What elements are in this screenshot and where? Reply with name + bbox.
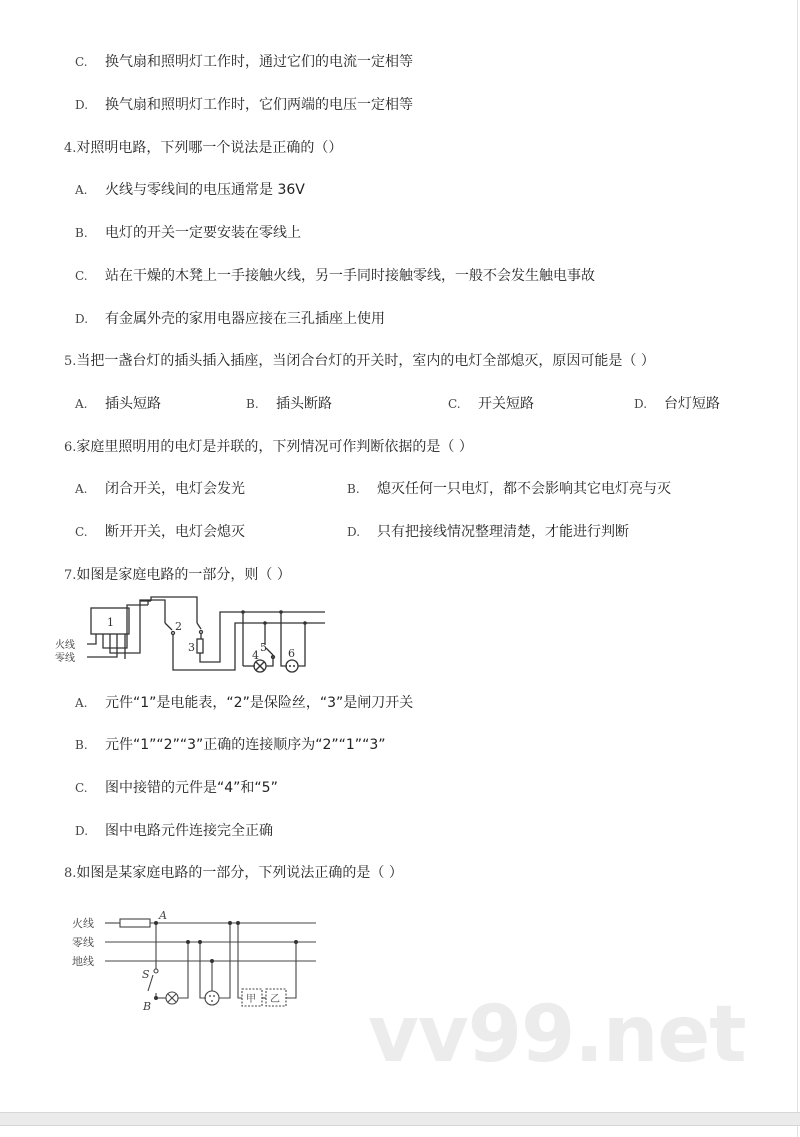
page-divider — [0, 1112, 800, 1126]
q4-option-c — [75, 267, 595, 285]
option-letter: B. — [347, 482, 360, 496]
q5-option-a — [75, 395, 161, 413]
question-number: 6. — [64, 440, 77, 455]
question-number: 8. — [64, 866, 77, 881]
question-text: 家庭里照明用的电灯是并联的，下列情况可作判断依据的是（ ） — [76, 439, 473, 455]
option-text: 图中电路元件连接完全正确 — [105, 823, 273, 839]
q4-stem — [64, 139, 342, 158]
option-text: 换气扇和照明灯工作时，它们两端的电压一定相等 — [105, 97, 413, 113]
label-5: 5 — [260, 641, 267, 654]
q8-stem — [64, 864, 403, 883]
label-6: 6 — [288, 647, 295, 660]
q4-option-b — [75, 224, 301, 242]
option-text: 熄灭任何一只电灯，都不会影响其它电灯亮与灭 — [377, 481, 671, 497]
option-text: 插头断路 — [276, 396, 332, 412]
label-4: 4 — [252, 649, 259, 662]
label-3: 3 — [188, 641, 195, 654]
live-wire-label: 火线 — [55, 640, 75, 651]
option-text: 图中接错的元件是“4”和“5” — [105, 780, 278, 796]
option-letter: A. — [75, 397, 88, 411]
q5-stem — [64, 352, 655, 371]
neutral-wire-label: 零线 — [55, 653, 75, 664]
question-number: 5. — [64, 354, 77, 369]
question-number: 7. — [64, 568, 77, 583]
q7-option-d — [75, 822, 273, 840]
option-letter: D. — [347, 525, 361, 539]
q6-option-a — [75, 480, 245, 498]
q3-option-d — [75, 96, 413, 114]
option-text: 有金属外壳的家用电器应接在三孔插座上使用 — [105, 311, 385, 327]
point-b-label: B — [143, 1000, 152, 1013]
option-text: 电灯的开关一定要安装在零线上 — [105, 225, 301, 241]
label-2: 2 — [175, 620, 182, 633]
question-text: 对照明电路，下列哪一个说法是正确的（） — [76, 140, 343, 156]
q8-circuit-diagram — [70, 905, 330, 1015]
option-text: 火线与零线间的电压通常是 36V — [105, 182, 305, 198]
q7-option-c — [75, 779, 278, 797]
label-1: 1 — [107, 616, 114, 629]
q4-option-a — [75, 181, 305, 199]
appliance-yi-label: 乙 — [270, 994, 280, 1005]
option-letter: A. — [75, 482, 88, 496]
q4-option-d — [75, 310, 385, 328]
q6-stem — [64, 438, 473, 457]
q7-option-b — [75, 736, 385, 754]
q5-option-d — [634, 395, 720, 413]
option-letter: C. — [75, 781, 88, 795]
option-text: 断开开关，电灯会熄灭 — [105, 524, 245, 540]
q6-option-c — [75, 523, 245, 541]
live-wire-label: 火线 — [72, 917, 94, 930]
option-letter: C. — [75, 55, 88, 69]
watermark: vv99.net — [368, 990, 746, 1080]
option-letter: D. — [75, 98, 89, 112]
option-letter: B. — [75, 226, 88, 240]
option-text: 插头短路 — [105, 396, 161, 412]
option-text: 元件“1”是电能表，“2”是保险丝，“3”是闸刀开关 — [105, 695, 414, 711]
option-letter: D. — [75, 312, 89, 326]
option-letter: D. — [75, 824, 89, 838]
q6-option-b — [347, 480, 671, 498]
appliance-jia-label: 甲 — [246, 994, 256, 1005]
next-page-top — [0, 1126, 798, 1137]
option-letter: B. — [246, 397, 259, 411]
q5-option-c — [448, 395, 534, 413]
option-text: 只有把接线情况整理清楚，才能进行判断 — [377, 524, 629, 540]
option-letter: B. — [75, 738, 88, 752]
question-text: 当把一盏台灯的插头插入插座，当闭合台灯的开关时，室内的电灯全部熄灭，原因可能是（ ） — [76, 353, 655, 369]
q3-option-c — [75, 53, 413, 71]
option-text: 站在干燥的木凳上一手接触火线，另一手同时接触零线，一般不会发生触电事故 — [105, 268, 595, 284]
question-text: 如图是某家庭电路的一部分，下列说法正确的是（ ） — [76, 865, 403, 881]
option-text: 换气扇和照明灯工作时，通过它们的电流一定相等 — [105, 54, 413, 70]
question-text: 如图是家庭电路的一部分，则（ ） — [76, 567, 291, 583]
option-letter: D. — [634, 397, 648, 411]
option-letter: A. — [75, 183, 88, 197]
switch-s-label: S — [142, 968, 150, 981]
q7-stem — [64, 566, 291, 585]
option-letter: A. — [75, 696, 88, 710]
q6-option-d — [347, 523, 629, 541]
ground-wire-label: 地线 — [72, 955, 94, 968]
neutral-wire-label: 零线 — [72, 936, 94, 949]
option-letter: C. — [75, 525, 88, 539]
point-a-label: A — [159, 909, 167, 922]
option-letter: C. — [448, 397, 461, 411]
option-letter: C. — [75, 269, 88, 283]
option-text: 台灯短路 — [664, 396, 720, 412]
option-text: 开关短路 — [478, 396, 534, 412]
q7-circuit-diagram — [55, 593, 325, 673]
question-number: 4. — [64, 141, 77, 156]
q7-option-a — [75, 694, 413, 712]
option-text: 闭合开关，电灯会发光 — [105, 481, 245, 497]
option-text: 元件“1”“2”“3”正确的连接顺序为“2”“1”“3” — [105, 737, 386, 753]
q5-option-b — [246, 395, 332, 413]
